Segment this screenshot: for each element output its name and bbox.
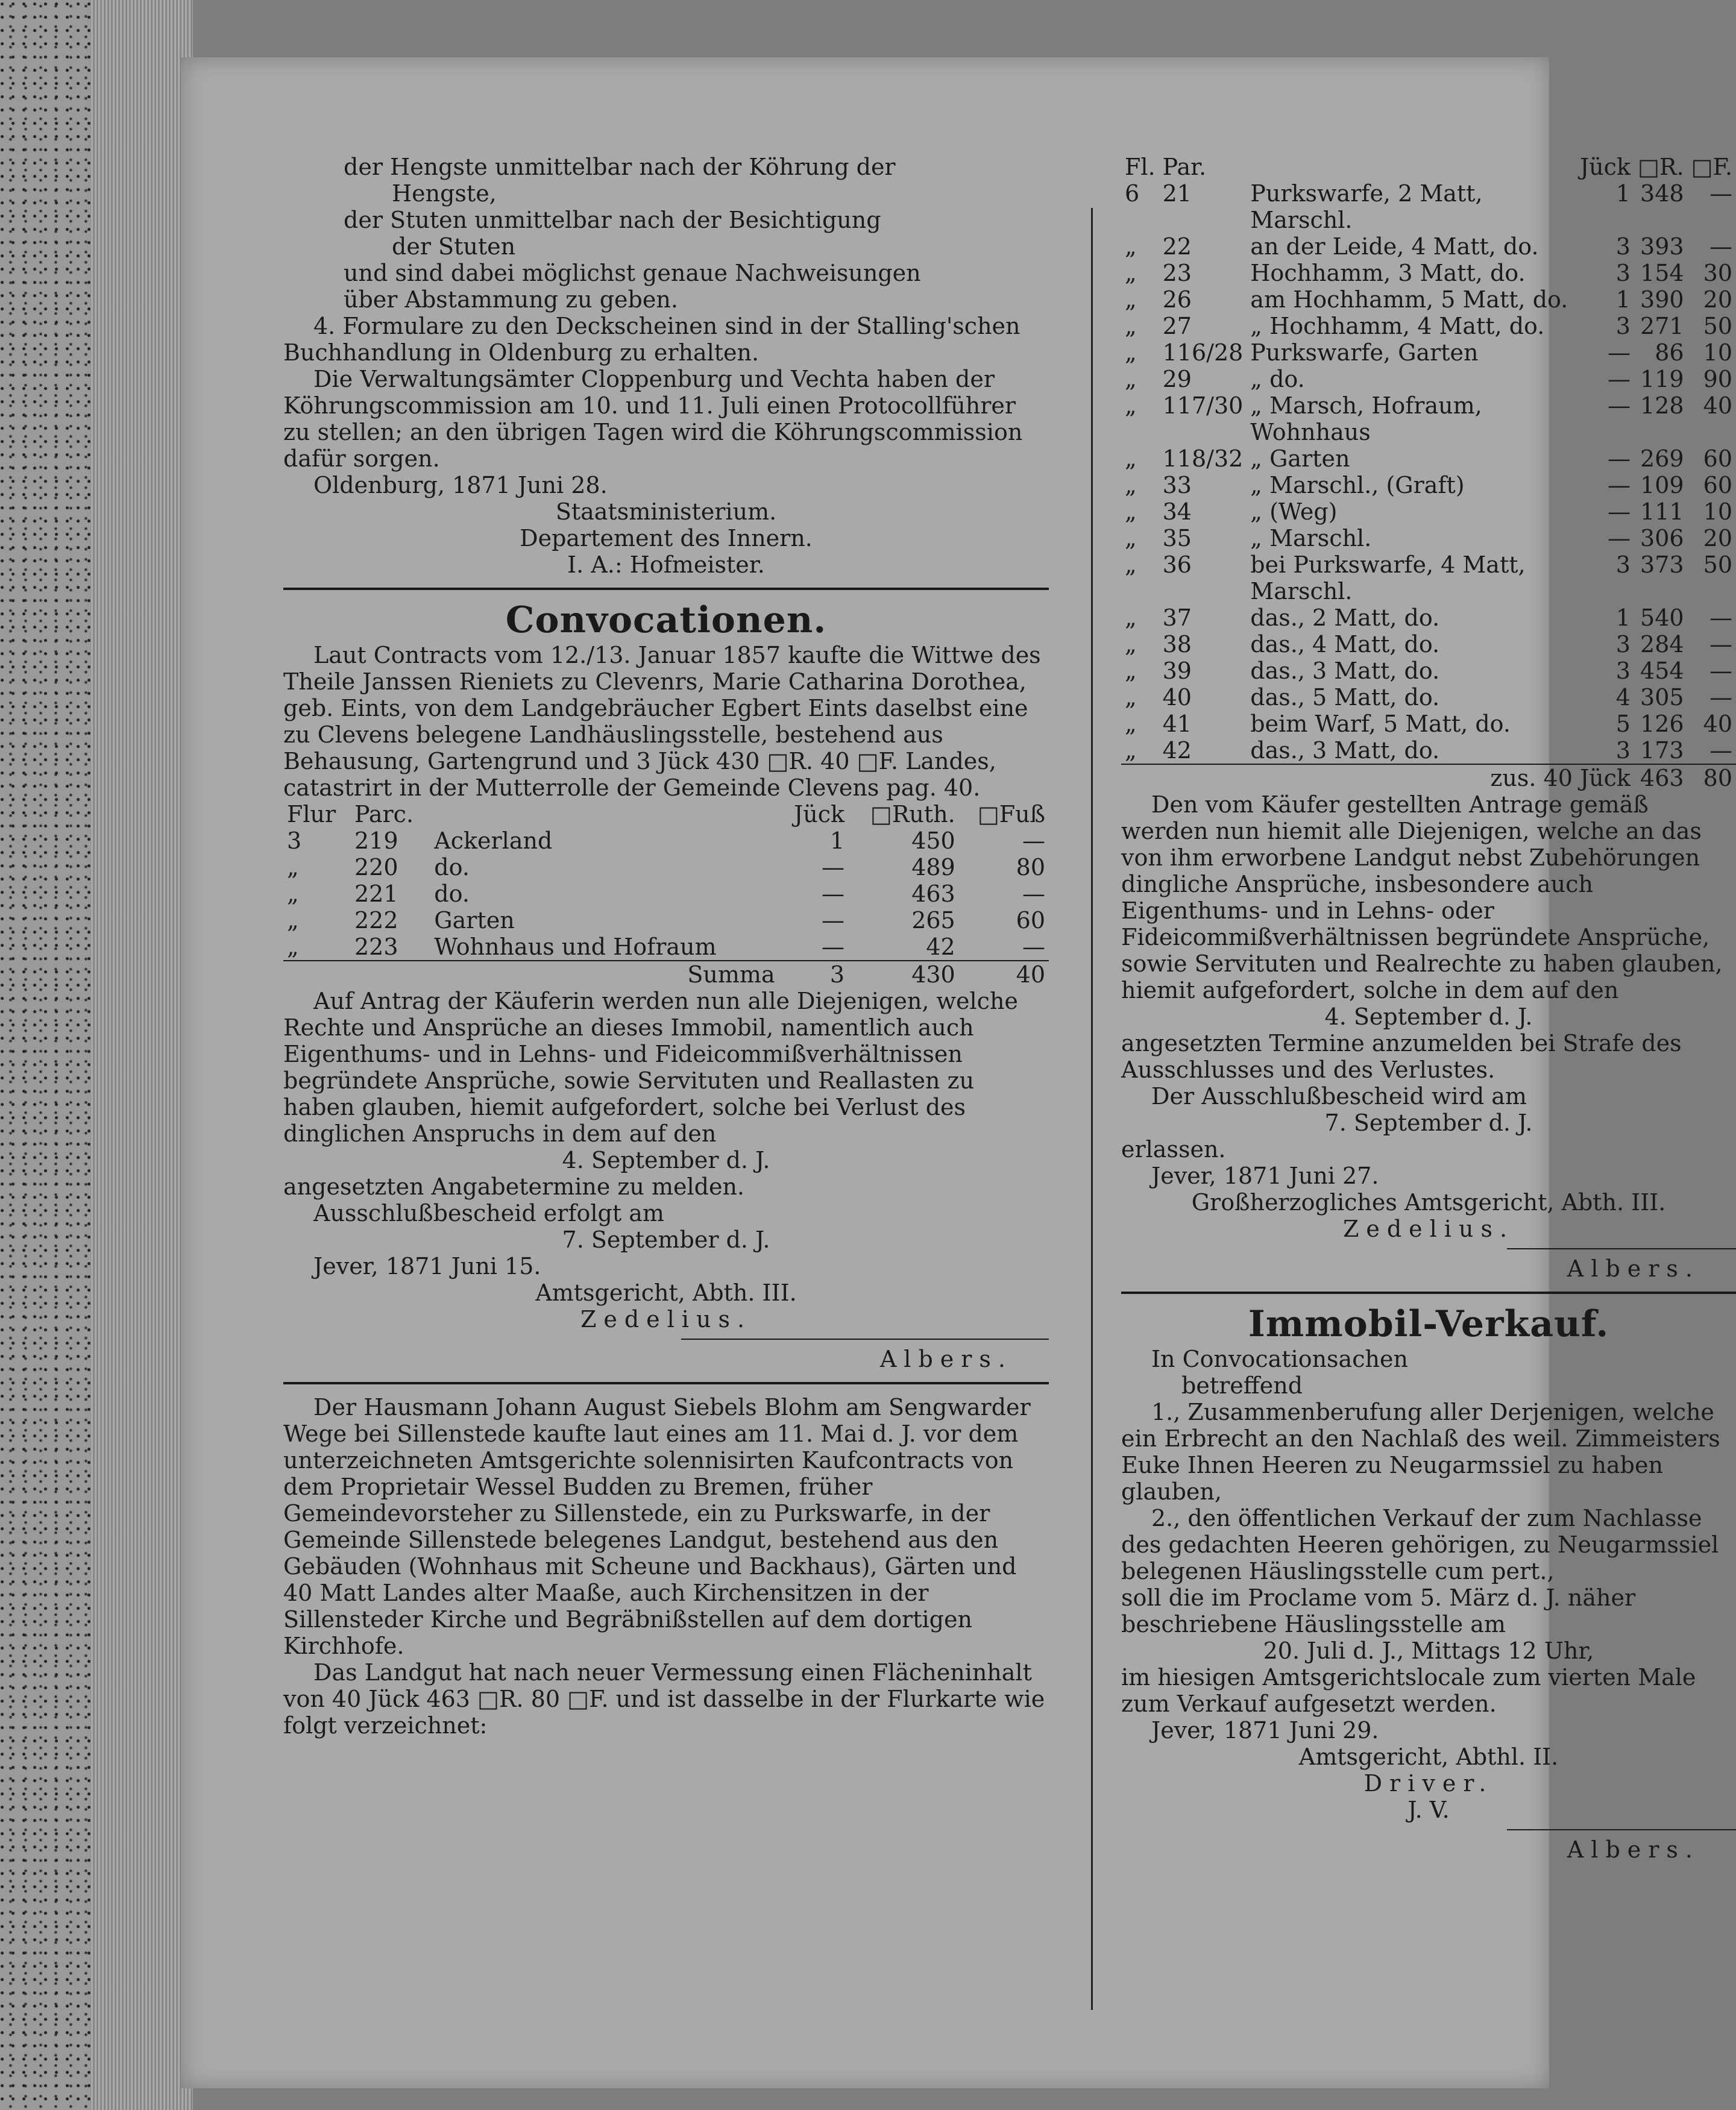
table-cell: —: [1709, 180, 1732, 207]
table-cell: 22: [1162, 233, 1192, 260]
notice-paragraph: Ausschlußbescheid erfolgt am: [313, 1200, 664, 1226]
table-cell: 223: [354, 934, 398, 960]
table-cell: „: [1125, 260, 1137, 286]
table-cell: 450: [911, 827, 955, 854]
intro-line: der Stuten: [392, 233, 516, 260]
sum-cell: 80: [1688, 764, 1736, 791]
deputy-mark: J. V.: [1407, 1797, 1450, 1823]
table-row: [1121, 498, 1736, 525]
table-cell: —: [1607, 339, 1631, 366]
table-row: [1121, 658, 1736, 684]
table-cell: 540: [1640, 604, 1684, 631]
table-cell: 3: [1615, 631, 1631, 658]
table-cell: 454: [1640, 658, 1684, 684]
table-cell: 33: [1162, 472, 1192, 498]
table-cell: 305: [1640, 684, 1684, 711]
deadline-date: 4. September d. J.: [562, 1147, 770, 1173]
table-cell: 1: [1615, 286, 1631, 313]
speckled-cover-edge: [0, 0, 90, 2110]
table-cell: —: [822, 854, 845, 881]
table-header-cell: Fl.: [1125, 154, 1156, 180]
table-cell: 489: [911, 854, 955, 881]
table-cell: —: [822, 907, 845, 934]
table-cell: 10: [1703, 498, 1732, 525]
table-cell: 128: [1640, 392, 1684, 419]
list-item: 1., Zusammenberufung aller Derjenigen, welche ein Erbrecht an den Nachlaß des weil. Zimmeisters Euke Ihnen Heeren zu Neugarmssiel zu haben glauben,: [1121, 1399, 1720, 1505]
notice-paragraph: Auf Antrag der Käuferin werden nun alle Diejenigen, welche Rechte und Ansprüche an dieses Immobil, namentlich auch Eigenthums- und in Lehns- und Fideicommißverhältnissen begründete Ansprüche, sowie Servituten und Reallasten zu haben glauben, hiemit aufgefordert, solche bei Verlust des dinglichen Anspruchs in dem auf den: [283, 988, 1018, 1147]
section-heading: Convocationen.: [505, 599, 827, 641]
table-cell: 3: [1615, 313, 1631, 339]
table-cell: 154: [1640, 260, 1684, 286]
table-cell: 90: [1703, 366, 1732, 392]
dateline: Oldenburg, 1871 Juni 28.: [313, 472, 608, 498]
section-rule: [1121, 1292, 1736, 1294]
table-row: [1121, 711, 1736, 737]
table-row: [283, 881, 1049, 907]
table-header-row: [1121, 154, 1736, 180]
table-cell: „: [1125, 631, 1137, 658]
section-rule: [283, 588, 1049, 590]
table-cell: bei Purkswarfe, 4 Matt, Marschl.: [1250, 551, 1526, 604]
notice-line: betreffend: [1181, 1372, 1303, 1399]
table-cell: „: [1125, 392, 1137, 419]
table-row: [1121, 180, 1736, 233]
table-cell: 119: [1640, 366, 1684, 392]
table-row: [1121, 525, 1736, 551]
table-cell: —: [1607, 472, 1631, 498]
court-name: Amtsgericht, Abthl. II.: [1298, 1744, 1559, 1770]
table-cell: —: [1607, 366, 1631, 392]
table-header-cell: □R.: [1637, 154, 1684, 180]
table-cell: 86: [1655, 339, 1684, 366]
sum-cell: 430: [848, 961, 959, 988]
signature-rule: [1507, 1248, 1736, 1249]
court-name: Amtsgericht, Abth. III.: [535, 1280, 797, 1306]
table-header-cell: Par.: [1162, 154, 1207, 180]
table-cell: „ (Weg): [1250, 498, 1338, 525]
table-row: [283, 907, 1049, 934]
table-cell: das., 3 Matt, do.: [1250, 658, 1440, 684]
table-cell: 1: [1615, 180, 1631, 207]
judge-name: Zedelius.: [580, 1306, 752, 1333]
sum-label: Summa: [430, 961, 778, 988]
table-cell: —: [822, 934, 845, 960]
table-header-cell: □Ruth.: [870, 801, 955, 827]
table-cell: „: [287, 881, 299, 907]
table-cell: 3: [1615, 233, 1631, 260]
table-cell: 5: [1615, 711, 1631, 737]
table-cell: beim Warf, 5 Matt, do.: [1250, 711, 1511, 737]
table-cell: „: [287, 907, 299, 934]
table-row: [1121, 260, 1736, 286]
department: Departement des Innern.: [520, 525, 813, 551]
parcel-table: [283, 801, 1049, 988]
intro-line: Hengste,: [392, 180, 497, 207]
list-item: 2., den öffentlichen Verkauf der zum Nachlasse des gedachten Heeren gehörigen, zu Neugarmssiel belegenen Häuslingsstelle cum pert.,: [1121, 1505, 1719, 1584]
table-cell: —: [1607, 445, 1631, 472]
table-cell: —: [1709, 604, 1732, 631]
table-cell: Wohnhaus und Hofraum: [434, 934, 717, 960]
table-cell: „ Hochhamm, 4 Matt, do.: [1250, 313, 1545, 339]
table-cell: Hochhamm, 3 Matt, do.: [1250, 260, 1526, 286]
table-cell: 10: [1703, 339, 1732, 366]
table-cell: 40: [1703, 392, 1732, 419]
table-row: [1121, 233, 1736, 260]
table-row: [1121, 604, 1736, 631]
table-cell: „: [1125, 711, 1137, 737]
table-cell: 37: [1162, 604, 1192, 631]
table-header-cell: Jück: [1579, 154, 1631, 180]
table-cell: 42: [1162, 737, 1192, 764]
clerk-name: Albers.: [879, 1346, 1013, 1372]
table-cell: „: [1125, 445, 1137, 472]
table-header-cell: Parc.: [354, 801, 414, 827]
notice-paragraph: angesetzten Angabetermine zu melden.: [283, 1173, 745, 1200]
table-cell: —: [1022, 827, 1045, 854]
intro-line: und sind dabei möglichst genaue Nachweisungen: [344, 260, 921, 286]
table-cell: 60: [1016, 907, 1045, 934]
table-sum-row: [1121, 764, 1736, 791]
table-cell: Purkswarfe, Garten: [1250, 339, 1479, 366]
table-cell: —: [1709, 631, 1732, 658]
table-header-cell: □Fuß: [977, 801, 1045, 827]
table-cell: das., 2 Matt, do.: [1250, 604, 1440, 631]
table-header-cell: Jück: [794, 801, 845, 827]
table-cell: „: [1125, 525, 1137, 551]
table-row: [283, 827, 1049, 854]
table-cell: 111: [1640, 498, 1684, 525]
right-column: [1121, 154, 1736, 1863]
table-cell: „: [1125, 658, 1137, 684]
table-cell: „: [1125, 551, 1137, 578]
table-cell: 306: [1640, 525, 1684, 551]
table-header-cell: Flur: [287, 801, 336, 827]
table-cell: „ Marsch, Hofraum, Wohnhaus: [1250, 392, 1482, 445]
table-cell: 80: [1016, 854, 1045, 881]
table-cell: das., 4 Matt, do.: [1250, 631, 1440, 658]
table-cell: 39: [1162, 658, 1192, 684]
table-header-cell: [1247, 154, 1576, 180]
notice-paragraph: Der Ausschlußbescheid wird am: [1151, 1083, 1527, 1110]
table-cell: am Hochhamm, 5 Matt, do.: [1250, 286, 1568, 313]
table-cell: 23: [1162, 260, 1192, 286]
table-cell: —: [1607, 498, 1631, 525]
table-cell: 222: [354, 907, 398, 934]
section-rule: [283, 1382, 1049, 1384]
sum-label: zus. 40 Jück: [1247, 764, 1634, 791]
table-cell: 38: [1162, 631, 1192, 658]
table-cell: 50: [1703, 551, 1732, 578]
column-divider: [1091, 208, 1093, 2010]
table-cell: 220: [354, 854, 398, 881]
notice-paragraph: angesetzten Termine anzumelden bei Strafe des Ausschlusses und des Verlustes.: [1121, 1030, 1682, 1083]
table-cell: 3: [287, 827, 302, 854]
table-cell: das., 3 Matt, do.: [1250, 737, 1440, 764]
table-cell: Purkswarfe, 2 Matt, Marschl.: [1250, 180, 1483, 233]
notice-paragraph: Das Landgut hat nach neuer Vermessung einen Flächeninhalt von 40 Jück 463 □R. 80 □F. und ist dasselbe in der Flurkarte wie folgt verzeichnet:: [283, 1659, 1045, 1739]
table-cell: —: [1709, 658, 1732, 684]
table-cell: 265: [911, 907, 955, 934]
table-cell: 1: [829, 827, 845, 854]
notice-paragraph: Laut Contracts vom 12./13. Januar 1857 kaufte die Wittwe des Theile Janssen Rieniets zu Clevenrs, Marie Catharina Dorothea, geb. Eints, von dem Landgebräucher Egbert Eints daselbst eine zu Clevens belegene Landhäuslingsstelle, bestehend aus Behausung, Gartengrund und 3 Jück 430 □R. 40 □F. Landes, catastrirt in der Mutterrolle der Gemeinde Clevens pag. 40.: [283, 642, 1041, 801]
table-cell: 373: [1640, 551, 1684, 578]
table-row: [1121, 631, 1736, 658]
table-cell: —: [1709, 737, 1732, 764]
table-header-cell: [430, 801, 778, 827]
table-cell: „: [1125, 366, 1137, 392]
dateline: Jever, 1871 Juni 15.: [313, 1253, 541, 1280]
table-cell: 20: [1703, 286, 1732, 313]
table-row: [1121, 737, 1736, 764]
table-cell: 221: [354, 881, 398, 907]
intro-paragraph: Die Verwaltungsämter Cloppenburg und Vechta haben der Köhrungscommission am 10. und 11. Juli einen Protocollführer zu stellen; an den übrigen Tagen wird die Köhrungscommission dafür sorgen.: [283, 366, 1023, 472]
table-cell: 26: [1162, 286, 1192, 313]
table-cell: 3: [1615, 658, 1631, 684]
judge-name: Zedelius.: [1342, 1216, 1515, 1242]
table-cell: —: [1709, 233, 1732, 260]
signature-rule: [1507, 1829, 1736, 1830]
table-cell: 35: [1162, 525, 1192, 551]
table-cell: do.: [434, 854, 470, 881]
table-row: [1121, 366, 1736, 392]
table-cell: —: [1607, 392, 1631, 419]
table-row: [1121, 392, 1736, 445]
table-cell: 36: [1162, 551, 1192, 578]
table-cell: —: [1709, 684, 1732, 711]
left-column: [283, 154, 1049, 1739]
table-cell: 463: [911, 881, 955, 907]
table-cell: 4: [1615, 684, 1631, 711]
judge-name: Driver.: [1363, 1770, 1494, 1797]
table-cell: 29: [1162, 366, 1192, 392]
table-cell: 173: [1640, 737, 1684, 764]
decision-date: 7. September d. J.: [562, 1226, 770, 1253]
table-row: [1121, 313, 1736, 339]
table-cell: 27: [1162, 313, 1192, 339]
table-cell: —: [822, 881, 845, 907]
clerk-name: Albers.: [1567, 1836, 1700, 1863]
table-cell: „: [1125, 737, 1137, 764]
authority: Staatsministerium.: [555, 498, 777, 525]
sum-cell: 40: [959, 961, 1049, 988]
table-cell: „: [1125, 472, 1137, 498]
dateline: Jever, 1871 Juni 29.: [1151, 1717, 1379, 1744]
table-cell: 3: [1615, 260, 1631, 286]
table-cell: „ Marschl., (Graft): [1250, 472, 1465, 498]
table-cell: „ do.: [1250, 366, 1305, 392]
table-cell: 6: [1125, 180, 1140, 207]
table-header-cell: □F.: [1691, 154, 1732, 180]
table-cell: 118/32: [1162, 445, 1244, 472]
table-sum-row: [283, 961, 1049, 988]
table-cell: 30: [1703, 260, 1732, 286]
table-cell: 40: [1703, 711, 1732, 737]
table-cell: 3: [1615, 737, 1631, 764]
table-cell: an der Leide, 4 Matt, do.: [1250, 233, 1539, 260]
court-name: Großherzogliches Amtsgericht, Abth. III.: [1191, 1189, 1666, 1216]
table-cell: „: [1125, 313, 1137, 339]
table-cell: 41: [1162, 711, 1192, 737]
clerk-name: Albers.: [1567, 1255, 1700, 1282]
table-cell: —: [1022, 934, 1045, 960]
dateline: Jever, 1871 Juni 27.: [1151, 1163, 1379, 1189]
table-row: [283, 934, 1049, 961]
parcel-table: [1121, 154, 1736, 791]
table-cell: 269: [1640, 445, 1684, 472]
table-cell: „: [1125, 339, 1137, 366]
parcel-rows: [1121, 180, 1736, 764]
table-cell: 348: [1640, 180, 1684, 207]
table-cell: „: [1125, 286, 1137, 313]
table-cell: „: [1125, 604, 1137, 631]
table-cell: das., 5 Matt, do.: [1250, 684, 1440, 711]
table-row: [1121, 472, 1736, 498]
signature-rule: [681, 1339, 1049, 1340]
table-cell: „ Garten: [1250, 445, 1350, 472]
intro-line: der Stuten unmittelbar nach der Besichtigung: [344, 207, 881, 233]
table-cell: 390: [1640, 286, 1684, 313]
table-row: [283, 854, 1049, 881]
intro-paragraph: 4. Formulare zu den Deckscheinen sind in der Stalling'schen Buchhandlung in Oldenburg zu erhalten.: [283, 313, 1021, 366]
table-cell: 117/30: [1162, 392, 1244, 419]
table-cell: 126: [1640, 711, 1684, 737]
section-heading: Immobil-Verkauf.: [1248, 1303, 1609, 1345]
notice-paragraph: soll die im Proclame vom 5. März d. J. näher beschriebene Häuslingsstelle am: [1121, 1584, 1636, 1637]
table-cell: do.: [434, 881, 470, 907]
table-cell: 60: [1703, 472, 1732, 498]
table-cell: „ Marschl.: [1250, 525, 1372, 551]
sum-cell: 3: [779, 961, 848, 988]
table-row: [1121, 551, 1736, 604]
table-cell: „: [1125, 233, 1137, 260]
table-row: [1121, 286, 1736, 313]
table-cell: 3: [1615, 551, 1631, 578]
table-cell: 34: [1162, 498, 1192, 525]
table-cell: 20: [1703, 525, 1732, 551]
table-cell: —: [1022, 881, 1045, 907]
table-cell: 50: [1703, 313, 1732, 339]
table-cell: 271: [1640, 313, 1684, 339]
table-cell: 42: [926, 934, 955, 960]
table-row: [1121, 339, 1736, 366]
deadline-date: 4. September d. J.: [1324, 1003, 1533, 1030]
table-header-row: [283, 801, 1049, 827]
intro-line: der Hengste unmittelbar nach der Köhrung der: [344, 154, 896, 180]
notice-paragraph: Den vom Käufer gestellten Antrage gemäß werden nun hiemit alle Diejenigen, welche an das von ihm erworbene Landgut nebst Zubehörungen dingliche Ansprüche, insbesondere auch Eigenthums- und in Lehns- oder Fideicommißverhältnissen begründete Ansprüche, sowie Servituten und Realrechte zu haben glauben, hiemit aufgefordert, solche in dem auf den: [1121, 791, 1723, 1003]
table-cell: 109: [1640, 472, 1684, 498]
intro-line: über Abstammung zu geben.: [344, 286, 678, 313]
table-cell: 60: [1703, 445, 1732, 472]
table-cell: 219: [354, 827, 398, 854]
table-cell: 393: [1640, 233, 1684, 260]
notice-paragraph: erlassen.: [1121, 1136, 1226, 1163]
sum-cell: 463: [1634, 764, 1688, 791]
table-cell: —: [1607, 525, 1631, 551]
table-cell: „: [1125, 498, 1137, 525]
sale-date: 20. Juli d. J., Mittags 12 Uhr,: [1263, 1637, 1594, 1664]
table-row: [1121, 445, 1736, 472]
table-cell: 40: [1162, 684, 1192, 711]
decision-date: 7. September d. J.: [1324, 1110, 1533, 1136]
table-cell: 1: [1615, 604, 1631, 631]
table-cell: Garten: [434, 907, 515, 934]
notice-paragraph: im hiesigen Amtsgerichtslocale zum vierten Male zum Verkauf aufgesetzt werden.: [1121, 1664, 1696, 1717]
table-cell: Ackerland: [434, 827, 553, 854]
notice-paragraph: Der Hausmann Johann August Siebels Blohm am Sengwarder Wege bei Sillenstede kaufte laut eines am 11. Mai d. J. vor dem unterzeichneten Amtsgerichte solennisirten Kaufcontracts von dem Proprietair Wessel Budden zu Bremen, früher Gemeindevorsteher zu Sillenstede, ein zu Purkswarfe, in der Gemeinde Sillenstede belegenes Landgut, bestehend aus den Gebäuden (Wohnhaus mit Scheune und Backhaus), Gärten und 40 Matt Landes alter Maaße, auch Kirchensitzen in der Sillensteder Kirche und Begräbnißstellen auf dem dortigen Kirchhofe.: [283, 1394, 1031, 1659]
table-cell: 21: [1162, 180, 1192, 207]
newspaper-page: [181, 57, 1732, 2088]
table-cell: „: [1125, 684, 1137, 711]
table-cell: 116/28: [1162, 339, 1244, 366]
table-row: [1121, 684, 1736, 711]
table-cell: „: [287, 854, 299, 881]
signatory: I. A.: Hofmeister.: [567, 551, 765, 578]
table-cell: 284: [1640, 631, 1684, 658]
table-cell: „: [287, 934, 299, 960]
notice-line: In Convocationsachen: [1151, 1346, 1408, 1372]
